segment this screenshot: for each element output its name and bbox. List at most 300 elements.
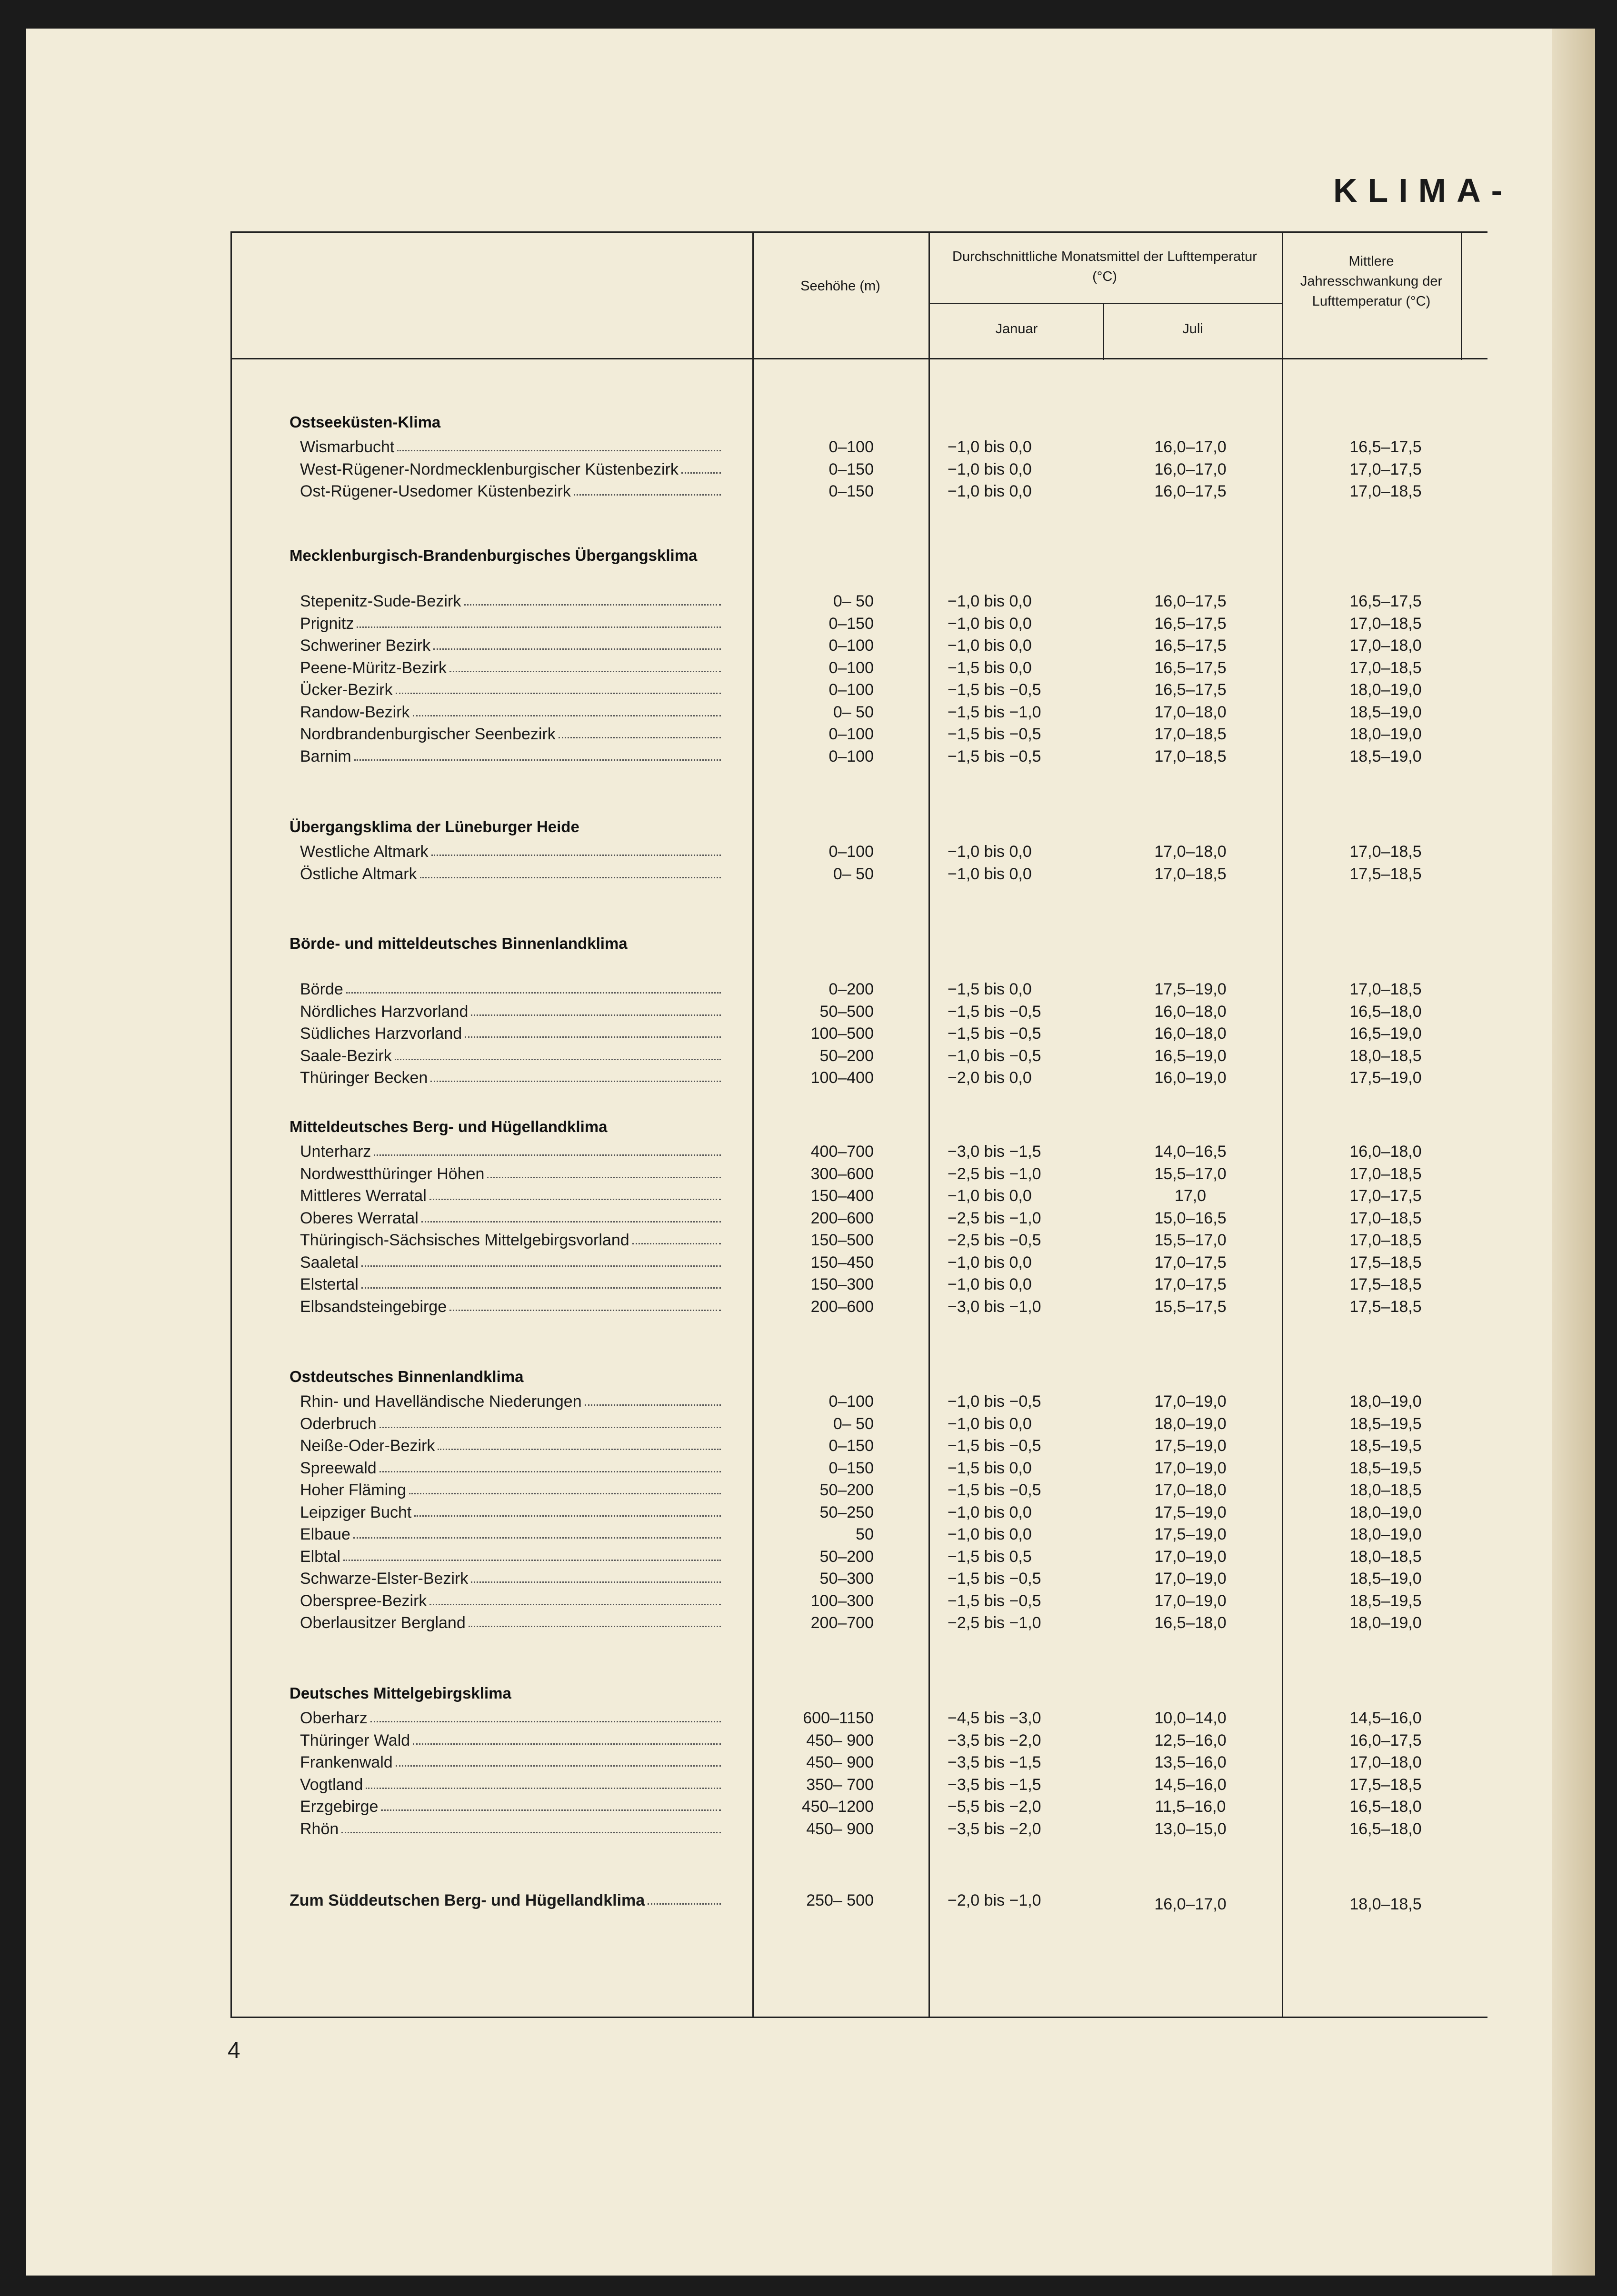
seehoehe-value: 200–700 — [810, 1614, 874, 1632]
januar-value: −5,5 bis −2,0 — [948, 1798, 1041, 1816]
leader-dots — [343, 1546, 721, 1561]
januar-value: −1,0 bis 0,0 — [948, 843, 1032, 861]
juli-value: 17,5–19,0 — [1154, 1437, 1227, 1455]
leader-dots — [413, 702, 721, 716]
leader-dots — [396, 679, 721, 694]
januar-value: −1,5 bis −0,5 — [948, 1481, 1041, 1499]
januar-value: −1,0 bis 0,0 — [948, 1187, 1032, 1205]
juli-value: 17,0–18,5 — [1154, 865, 1227, 883]
juli-value: 16,0–17,0 — [1154, 1895, 1227, 1913]
juli-value: 17,0–19,0 — [1154, 1547, 1227, 1566]
schwankung-value: 17,5–18,5 — [1349, 1253, 1422, 1272]
schwankung-value: 18,0–18,5 — [1349, 1046, 1422, 1065]
januar-value: −1,0 bis 0,0 — [948, 1253, 1032, 1272]
seehoehe-value: 450– 900 — [806, 1819, 874, 1838]
juli-value: 16,0–17,0 — [1154, 438, 1227, 456]
leader-dots — [353, 1524, 721, 1539]
page-title: KLIMA- — [1333, 172, 1513, 209]
januar-value: −1,0 bis 0,0 — [948, 614, 1032, 633]
region-name-label: Hoher Fläming — [300, 1481, 406, 1499]
region-name — [300, 1590, 724, 1611]
schwankung-value: 17,0–18,5 — [1349, 980, 1422, 998]
region-name — [300, 746, 724, 767]
leader-dots — [397, 437, 721, 451]
region-name-label: Peene-Müritz-Bezirk — [300, 658, 447, 677]
region-name — [300, 1730, 724, 1751]
region-name — [289, 1890, 724, 1911]
leader-dots — [395, 1045, 721, 1060]
seehoehe-value: 450– 900 — [806, 1731, 874, 1749]
schwankung-value: 17,5–18,5 — [1349, 1297, 1422, 1316]
header-monatsmittel: Durchschnittliche Monatsmittel der Lufttemperatur (°C) — [952, 249, 1257, 284]
seehoehe-value: 200–600 — [810, 1297, 874, 1316]
seehoehe-value: 100–300 — [810, 1591, 874, 1610]
leader-dots — [471, 1001, 721, 1016]
januar-value: −1,0 bis −0,5 — [948, 1046, 1041, 1065]
region-name — [300, 1435, 724, 1456]
region-name-label: Thüringisch-Sächsisches Mittelgebirgsvorland — [300, 1231, 629, 1249]
leader-dots — [341, 1819, 721, 1833]
region-name-label: Rhön — [300, 1819, 339, 1838]
region-name-label: Nordwestthüringer Höhen — [300, 1164, 485, 1183]
schwankung-value: 18,0–19,0 — [1349, 1525, 1422, 1543]
leader-dots — [681, 459, 721, 474]
seehoehe-value: 0– 50 — [833, 703, 874, 721]
schwankung-value: 17,0–18,5 — [1349, 1209, 1422, 1227]
header-seehoehe: Seehöhe (m) — [800, 278, 880, 294]
seehoehe-value: 50–200 — [819, 1547, 874, 1566]
schwankung-value: 18,5–19,5 — [1349, 1459, 1422, 1477]
seehoehe-value: 50–250 — [819, 1503, 874, 1521]
region-name — [300, 1480, 724, 1501]
januar-value: −1,0 bis 0,0 — [948, 482, 1032, 500]
region-name-label: Nördliches Harzvorland — [300, 1002, 469, 1021]
leader-dots — [449, 1296, 721, 1311]
juli-value: 17,0–19,0 — [1154, 1591, 1227, 1610]
section-title: Ostseeküsten-Klima — [289, 413, 441, 431]
januar-value: −1,0 bis 0,0 — [948, 636, 1032, 655]
region-name — [300, 437, 724, 457]
region-name — [300, 459, 724, 480]
schwankung-value: 16,5–17,5 — [1349, 438, 1422, 456]
header-juli: Juli — [1182, 321, 1203, 337]
juli-value: 18,0–19,0 — [1154, 1414, 1227, 1433]
juli-value: 16,0–17,5 — [1154, 592, 1227, 610]
juli-value: 17,0–18,0 — [1154, 843, 1227, 861]
seehoehe-value: 0–150 — [828, 614, 874, 633]
schwankung-value: 18,0–18,5 — [1349, 1895, 1422, 1913]
region-name-label: Schweriner Bezirk — [300, 636, 430, 655]
schwankung-value: 14,5–16,0 — [1349, 1709, 1422, 1727]
schwankung-value: 18,0–18,5 — [1349, 1481, 1422, 1499]
schwankung-value: 18,0–18,5 — [1349, 1547, 1422, 1566]
region-name-label: Östliche Altmark — [300, 865, 417, 883]
januar-value: −2,0 bis 0,0 — [948, 1069, 1032, 1087]
januar-value: −1,0 bis 0,0 — [948, 1503, 1032, 1521]
region-name — [300, 1796, 724, 1817]
leader-dots — [409, 1480, 721, 1494]
leader-dots — [431, 841, 721, 856]
schwankung-value: 18,5–19,5 — [1349, 1591, 1422, 1610]
januar-value: −2,5 bis −0,5 — [948, 1231, 1041, 1249]
schwankung-value: 16,0–18,0 — [1349, 1143, 1422, 1161]
juli-value: 17,0–18,0 — [1154, 1481, 1227, 1499]
juli-value: 17,5–19,0 — [1154, 1503, 1227, 1521]
page-number: 4 — [228, 2038, 240, 2063]
region-name — [300, 1524, 724, 1545]
section-title: Deutsches Mittelgebirgsklima — [289, 1684, 511, 1702]
leader-dots — [361, 1252, 721, 1267]
schwankung-value: 16,5–18,0 — [1349, 1798, 1422, 1816]
januar-value: −1,5 bis −0,5 — [948, 747, 1041, 765]
column-divider — [752, 231, 754, 2018]
juli-value: 17,5–19,0 — [1154, 1525, 1227, 1543]
januar-value: −3,0 bis −1,0 — [948, 1297, 1041, 1316]
juli-value: 16,0–17,0 — [1154, 460, 1227, 478]
leader-dots — [429, 1185, 721, 1200]
leader-dots — [374, 1141, 721, 1156]
juli-value: 15,5–17,0 — [1154, 1231, 1227, 1249]
region-name — [300, 1296, 724, 1317]
seehoehe-value: 100–400 — [810, 1069, 874, 1087]
juli-value: 17,0–19,0 — [1154, 1392, 1227, 1411]
schwankung-value: 18,0–19,0 — [1349, 1392, 1422, 1411]
region-name — [300, 1458, 724, 1479]
leader-dots — [420, 864, 721, 878]
schwankung-value: 17,5–18,5 — [1349, 865, 1422, 883]
januar-value: −1,5 bis −0,5 — [948, 725, 1041, 743]
juli-value: 14,5–16,0 — [1154, 1775, 1227, 1794]
section-title: Börde- und mitteldeutsches Binnenlandklima — [289, 934, 628, 952]
juli-value: 15,0–16,5 — [1154, 1209, 1227, 1227]
region-name-label: Saaletal — [300, 1253, 359, 1272]
seehoehe-value: 450– 900 — [806, 1753, 874, 1771]
section-title: Übergangsklima der Lüneburger Heide — [289, 818, 579, 835]
juli-value: 16,0–18,0 — [1154, 1002, 1227, 1021]
leader-dots — [361, 1274, 721, 1289]
seehoehe-value: 100–500 — [810, 1024, 874, 1043]
region-name — [300, 1252, 724, 1273]
juli-value: 16,5–19,0 — [1154, 1046, 1227, 1065]
januar-value: −3,5 bis −1,5 — [948, 1775, 1041, 1794]
column-divider — [1103, 303, 1104, 360]
leader-dots — [414, 1502, 721, 1517]
region-name — [300, 1141, 724, 1162]
seehoehe-value: 0– 50 — [833, 592, 874, 610]
region-name-label: Ost-Rügener-Usedomer Küstenbezirk — [300, 482, 571, 500]
januar-value: −1,5 bis −0,5 — [948, 681, 1041, 699]
leader-dots — [413, 1730, 721, 1745]
region-name — [300, 1230, 724, 1251]
leader-dots — [574, 481, 721, 496]
region-name — [300, 702, 724, 723]
section-title: Ostdeutsches Binnenlandklima — [289, 1368, 524, 1385]
seehoehe-value: 50–500 — [819, 1002, 874, 1021]
schwankung-value: 16,5–18,0 — [1349, 1819, 1422, 1838]
leader-dots — [464, 591, 721, 606]
schwankung-value: 17,0–17,5 — [1349, 460, 1422, 478]
region-name — [300, 724, 724, 745]
region-name — [300, 841, 724, 862]
schwankung-value: 17,0–18,0 — [1349, 636, 1422, 655]
leader-dots — [381, 1796, 721, 1811]
juli-value: 15,5–17,0 — [1154, 1164, 1227, 1183]
region-name-label: Thüringer Becken — [300, 1069, 428, 1087]
schwankung-value: 17,0–17,5 — [1349, 1187, 1422, 1205]
region-name-label: Elstertal — [300, 1275, 359, 1293]
seehoehe-value: 200–600 — [810, 1209, 874, 1227]
leader-dots — [648, 1890, 721, 1905]
januar-value: −1,5 bis −1,0 — [948, 703, 1041, 721]
juli-value: 16,0–18,0 — [1154, 1024, 1227, 1043]
region-name — [300, 979, 724, 1000]
schwankung-value: 18,5–19,0 — [1349, 747, 1422, 765]
januar-value: −3,5 bis −2,0 — [948, 1819, 1041, 1838]
region-name-label: Erzgebirge — [300, 1798, 379, 1816]
region-name-label: Prignitz — [300, 614, 354, 633]
juli-value: 14,0–16,5 — [1154, 1143, 1227, 1161]
schwankung-value: 18,0–19,0 — [1349, 681, 1422, 699]
januar-value: −1,5 bis 0,5 — [948, 1547, 1032, 1566]
schwankung-value: 17,0–18,5 — [1349, 1164, 1422, 1183]
seehoehe-value: 50–200 — [819, 1046, 874, 1065]
leader-dots — [429, 1590, 721, 1605]
region-name-label: Rhin- und Havelländische Niederungen — [300, 1392, 582, 1411]
januar-value: −1,5 bis −0,5 — [948, 1024, 1041, 1043]
region-name — [300, 1391, 724, 1412]
juli-value: 17,0–18,0 — [1154, 703, 1227, 721]
leader-dots — [469, 1612, 721, 1627]
juli-value: 16,0–19,0 — [1154, 1069, 1227, 1087]
januar-value: −3,5 bis −2,0 — [948, 1731, 1041, 1749]
region-name — [300, 1413, 724, 1434]
table-bottom-rule — [230, 2017, 1487, 2018]
leader-dots — [346, 979, 721, 994]
schwankung-value: 17,5–18,5 — [1349, 1775, 1422, 1794]
region-name-label: Frankenwald — [300, 1753, 393, 1771]
seehoehe-value: 300–600 — [810, 1164, 874, 1183]
leader-dots — [379, 1458, 721, 1472]
juli-value: 16,5–18,0 — [1154, 1614, 1227, 1632]
leader-dots — [379, 1413, 721, 1428]
juli-value: 17,5–19,0 — [1154, 980, 1227, 998]
januar-value: −1,5 bis −0,5 — [948, 1002, 1041, 1021]
leader-dots — [433, 635, 721, 650]
region-name-label: Börde — [300, 980, 343, 998]
region-name-label: Südliches Harzvorland — [300, 1024, 462, 1043]
region-name — [300, 657, 724, 678]
region-name — [300, 481, 724, 502]
region-name-label: Elbsandsteingebirge — [300, 1297, 447, 1316]
seehoehe-value: 400–700 — [810, 1143, 874, 1161]
region-name-label: Spreewald — [300, 1459, 377, 1477]
seehoehe-value: 0–200 — [828, 980, 874, 998]
seehoehe-value: 50 — [856, 1525, 874, 1543]
schwankung-value: 16,0–17,5 — [1349, 1731, 1422, 1749]
seehoehe-value: 0–100 — [828, 681, 874, 699]
region-name — [300, 679, 724, 700]
januar-value: −2,5 bis −1,0 — [948, 1164, 1041, 1183]
region-name — [300, 591, 724, 612]
januar-value: −1,0 bis 0,0 — [948, 865, 1032, 883]
januar-value: −1,5 bis 0,0 — [948, 658, 1032, 677]
juli-value: 17,0–17,5 — [1154, 1275, 1227, 1293]
januar-value: −1,0 bis 0,0 — [948, 1525, 1032, 1543]
schwankung-value: 18,5–19,5 — [1349, 1414, 1422, 1433]
region-name — [300, 1274, 724, 1295]
juli-value: 17,0–17,5 — [1154, 1253, 1227, 1272]
region-name — [300, 1067, 724, 1088]
schwankung-value: 18,0–19,0 — [1349, 1614, 1422, 1632]
januar-value: −2,0 bis −1,0 — [948, 1891, 1041, 1909]
header-schwankung: Mittlere Jahresschwankung der Lufttemperatur (°C) — [1300, 254, 1443, 309]
leader-dots — [430, 1067, 721, 1082]
januar-value: −1,0 bis 0,0 — [948, 460, 1032, 478]
seehoehe-value: 150–400 — [810, 1187, 874, 1205]
januar-value: −1,0 bis 0,0 — [948, 1275, 1032, 1293]
juli-value: 16,0–17,5 — [1154, 482, 1227, 500]
januar-value: −1,5 bis −0,5 — [948, 1591, 1041, 1610]
seehoehe-value: 50–200 — [819, 1481, 874, 1499]
januar-value: −1,0 bis 0,0 — [948, 1414, 1032, 1433]
region-name — [300, 864, 724, 885]
seehoehe-value: 50–300 — [819, 1570, 874, 1588]
region-name-label: Elbaue — [300, 1525, 350, 1543]
region-name — [300, 1001, 724, 1022]
region-name-label: Ücker-Bezirk — [300, 681, 393, 699]
seehoehe-value: 150–300 — [810, 1275, 874, 1293]
januar-value: −1,5 bis −0,5 — [948, 1437, 1041, 1455]
juli-value: 16,5–17,5 — [1154, 658, 1227, 677]
schwankung-value: 17,0–18,5 — [1349, 843, 1422, 861]
januar-value: −3,0 bis −1,5 — [948, 1143, 1041, 1161]
juli-value: 17,0–19,0 — [1154, 1570, 1227, 1588]
seehoehe-value: 0–100 — [828, 1392, 874, 1411]
seehoehe-value: 350– 700 — [806, 1775, 874, 1794]
januar-value: −1,5 bis −0,5 — [948, 1570, 1041, 1588]
juli-value: 17,0 — [1174, 1187, 1207, 1205]
table-left-border — [230, 231, 232, 2018]
region-name-label: Nordbrandenburgischer Seenbezirk — [300, 725, 556, 743]
juli-value: 17,0–19,0 — [1154, 1459, 1227, 1477]
schwankung-value: 17,0–18,0 — [1349, 1753, 1422, 1771]
schwankung-value: 17,5–19,0 — [1349, 1069, 1422, 1087]
schwankung-value: 17,0–18,5 — [1349, 614, 1422, 633]
header-januar: Januar — [995, 321, 1038, 337]
seehoehe-value: 150–500 — [810, 1231, 874, 1249]
seehoehe-value: 0– 50 — [833, 865, 874, 883]
leader-dots — [449, 657, 721, 672]
seehoehe-value: 150–450 — [810, 1253, 874, 1272]
seehoehe-value: 0–100 — [828, 843, 874, 861]
juli-value: 15,5–17,5 — [1154, 1297, 1227, 1316]
region-name-label: West-Rügener-Nordmecklenburgischer Küstenbezirk — [300, 460, 679, 478]
region-name-label: Elbtal — [300, 1547, 341, 1566]
schwankung-value: 18,5–19,5 — [1349, 1437, 1422, 1455]
column-divider — [928, 231, 930, 2018]
seehoehe-value: 0–150 — [828, 482, 874, 500]
region-name — [300, 1208, 724, 1229]
januar-value: −4,5 bis −3,0 — [948, 1709, 1041, 1727]
region-name-label: Schwarze-Elster-Bezirk — [300, 1570, 469, 1588]
leader-dots — [487, 1163, 721, 1178]
region-name-label: Barnim — [300, 747, 351, 765]
juli-value: 16,5–17,5 — [1154, 636, 1227, 655]
region-name — [300, 1612, 724, 1633]
schwankung-value: 16,5–19,0 — [1349, 1024, 1422, 1043]
column-divider — [1282, 231, 1283, 2018]
januar-value: −1,5 bis 0,0 — [948, 1459, 1032, 1477]
region-name-label: Oderbruch — [300, 1414, 377, 1433]
leader-dots — [370, 1708, 721, 1722]
seehoehe-value: 0–150 — [828, 1437, 874, 1455]
header-sub-rule — [929, 303, 1283, 304]
seehoehe-value: 0– 50 — [833, 1414, 874, 1433]
leader-dots — [632, 1230, 721, 1244]
schwankung-value: 17,5–18,5 — [1349, 1275, 1422, 1293]
page-edge — [1552, 29, 1595, 2276]
januar-value: −1,5 bis 0,0 — [948, 980, 1032, 998]
leader-dots — [366, 1774, 721, 1789]
seehoehe-value: 0–100 — [828, 658, 874, 677]
schwankung-value: 17,0–18,5 — [1349, 482, 1422, 500]
region-name-label: Stepenitz-Sude-Bezirk — [300, 592, 461, 610]
seehoehe-value: 0–150 — [828, 460, 874, 478]
juli-value: 17,0–18,5 — [1154, 725, 1227, 743]
juli-value: 16,5–17,5 — [1154, 681, 1227, 699]
region-name — [300, 1185, 724, 1206]
juli-value: 12,5–16,0 — [1154, 1731, 1227, 1749]
schwankung-value: 17,0–18,5 — [1349, 1231, 1422, 1249]
schwankung-value: 18,5–19,0 — [1349, 703, 1422, 721]
region-name — [300, 1774, 724, 1795]
region-name — [300, 1163, 724, 1184]
juli-value: 17,0–18,5 — [1154, 747, 1227, 765]
region-name-label: Leipziger Bucht — [300, 1503, 412, 1521]
region-name-label: Neiße-Oder-Bezirk — [300, 1437, 435, 1455]
region-name-label: Saale-Bezirk — [300, 1046, 392, 1065]
januar-value: −1,0 bis −0,5 — [948, 1392, 1041, 1411]
region-name — [300, 1502, 724, 1523]
leader-dots — [357, 613, 721, 628]
region-name — [300, 1708, 724, 1729]
section-title: Mecklenburgisch-Brandenburgisches Übergangsklima — [289, 547, 698, 564]
column-divider — [1461, 231, 1462, 360]
juli-value: 16,5–17,5 — [1154, 614, 1227, 633]
region-name — [300, 1568, 724, 1589]
region-name-label: Mittleres Werratal — [300, 1187, 427, 1205]
region-name — [300, 1045, 724, 1066]
region-name — [300, 1023, 724, 1044]
januar-value: −1,0 bis 0,0 — [948, 592, 1032, 610]
leader-dots — [354, 746, 721, 761]
juli-value: 13,5–16,0 — [1154, 1753, 1227, 1771]
juli-value: 11,5–16,0 — [1155, 1798, 1226, 1816]
juli-value: 13,0–15,0 — [1154, 1819, 1227, 1838]
januar-value: −2,5 bis −1,0 — [948, 1209, 1041, 1227]
seehoehe-value: 0–100 — [828, 725, 874, 743]
leader-dots — [585, 1391, 721, 1406]
schwankung-value: 18,0–19,0 — [1349, 1503, 1422, 1521]
table-header-rule — [230, 358, 1487, 359]
leader-dots — [438, 1435, 721, 1450]
region-name-label: Westliche Altmark — [300, 843, 429, 861]
region-name — [300, 1819, 724, 1839]
section-title: Mitteldeutsches Berg- und Hügellandklima — [289, 1118, 608, 1135]
region-name-label: Oberharz — [300, 1709, 368, 1727]
schwankung-value: 16,5–18,0 — [1349, 1002, 1422, 1021]
seehoehe-value: 600–1150 — [803, 1709, 874, 1727]
